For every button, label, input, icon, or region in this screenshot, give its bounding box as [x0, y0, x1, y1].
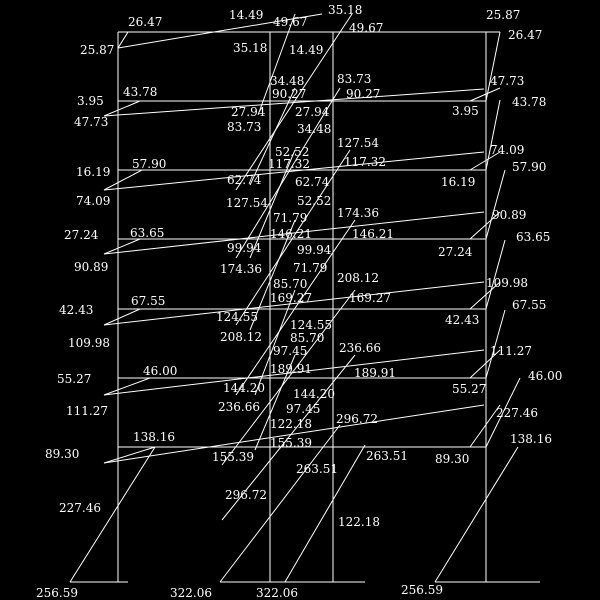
moment-value-label: 34.48: [297, 122, 332, 136]
moment-value-label: 85.70: [273, 277, 308, 291]
moment-value-label: 117.32: [268, 157, 310, 171]
moment-value-label: 111.27: [66, 404, 108, 418]
moment-value-label: 127.54: [226, 196, 268, 210]
moment-value-label: 16.19: [76, 165, 111, 179]
moment-value-label: 83.73: [227, 120, 262, 134]
moment-line: [435, 447, 518, 582]
moment-line: [118, 32, 128, 48]
moment-value-label: 27.94: [295, 105, 330, 119]
moment-value-label: 263.51: [296, 462, 338, 476]
moment-value-label: 256.59: [36, 586, 78, 600]
moment-value-label: 52.52: [275, 145, 310, 159]
moment-value-label: 174.36: [337, 206, 379, 220]
moment-value-label: 127.54: [337, 136, 379, 150]
moment-value-label: 144.20: [223, 381, 265, 395]
moment-value-label: 174.36: [220, 262, 262, 276]
moment-value-label: 189.91: [270, 362, 312, 376]
moment-line: [486, 240, 505, 309]
moment-value-label: 122.18: [270, 417, 312, 431]
moment-value-label: 63.65: [516, 230, 551, 244]
moment-value-label: 296.72: [225, 488, 267, 502]
moment-value-label: 27.24: [438, 245, 473, 259]
moment-value-label: 16.19: [441, 175, 476, 189]
moment-value-label: 35.18: [233, 41, 268, 55]
moment-value-label: 122.18: [338, 515, 380, 529]
moment-value-label: 57.90: [132, 157, 167, 171]
moment-value-label: 90.27: [272, 87, 307, 101]
moment-value-label: 26.47: [508, 28, 543, 42]
moment-value-label: 90.89: [74, 260, 109, 274]
moment-value-label: 55.27: [452, 382, 487, 396]
moment-value-label: 111.27: [490, 344, 532, 358]
moment-value-label: 189.91: [354, 366, 396, 380]
moment-value-label: 42.43: [445, 313, 480, 327]
moment-value-label: 47.73: [74, 115, 109, 129]
moment-value-label: 208.12: [337, 271, 379, 285]
moment-value-label: 55.27: [57, 372, 92, 386]
moment-value-label: 236.66: [339, 341, 381, 355]
moment-value-label: 146.21: [270, 227, 312, 241]
moment-value-label: 208.12: [220, 330, 262, 344]
moment-value-label: 35.18: [328, 3, 363, 17]
moment-value-label: 57.90: [512, 160, 547, 174]
moment-value-label: 52.52: [297, 194, 332, 208]
moment-value-label: 263.51: [366, 449, 408, 463]
moment-value-label: 256.59: [401, 583, 443, 597]
moment-value-label: 90.89: [492, 208, 527, 222]
moment-value-label: 26.47: [128, 15, 163, 29]
moment-value-label: 47.73: [490, 74, 525, 88]
moment-value-label: 109.98: [68, 336, 110, 350]
moment-value-label: 67.55: [131, 294, 166, 308]
moment-value-label: 74.09: [76, 194, 111, 208]
moment-value-label: 144.20: [293, 387, 335, 401]
moment-value-label: 146.21: [352, 227, 394, 241]
moment-value-label: 322.06: [256, 586, 298, 600]
moment-value-label: 155.39: [212, 450, 254, 464]
moment-value-label: 3.95: [452, 104, 479, 118]
moment-value-label: 63.65: [130, 226, 165, 240]
moment-value-label: 62.74: [227, 173, 262, 187]
moment-value-label: 71.79: [273, 211, 308, 225]
moment-value-label: 124.55: [290, 318, 332, 332]
moment-value-label: 62.74: [295, 175, 330, 189]
moment-value-label: 227.46: [496, 406, 538, 420]
moment-value-label: 89.30: [45, 447, 80, 461]
moment-value-label: 27.24: [64, 228, 99, 242]
moment-value-label: 89.30: [435, 452, 470, 466]
moment-value-label: 296.72: [336, 412, 378, 426]
moment-value-label: 67.55: [512, 298, 547, 312]
moment-value-label: 138.16: [510, 432, 552, 446]
moment-value-label: 169.27: [349, 291, 391, 305]
moment-value-label: 138.16: [133, 430, 175, 444]
moment-value-label: 46.00: [143, 364, 178, 378]
moment-value-label: 169.27: [270, 291, 312, 305]
moment-value-label: 99.94: [227, 241, 262, 255]
moment-value-label: 97.45: [273, 344, 308, 358]
moment-value-label: 109.98: [486, 276, 528, 290]
moment-value-label: 34.48: [270, 74, 305, 88]
moment-value-label: 27.94: [231, 105, 266, 119]
moment-value-label: 236.66: [218, 400, 260, 414]
moment-value-label: 46.00: [528, 369, 563, 383]
moment-value-label: 90.27: [346, 87, 381, 101]
moment-value-label: 124.55: [216, 310, 258, 324]
moment-value-label: 227.46: [59, 501, 101, 515]
moment-value-label: 117.32: [344, 155, 386, 169]
moment-value-label: 43.78: [512, 95, 547, 109]
moment-value-label: 14.49: [229, 8, 264, 22]
moment-value-label: 43.78: [123, 85, 158, 99]
moment-value-label: 25.87: [80, 43, 115, 57]
moment-value-label: 42.43: [59, 303, 94, 317]
moment-value-label: 99.94: [297, 243, 332, 257]
moment-value-label: 49.67: [273, 15, 308, 29]
moment-line: [486, 170, 505, 239]
moment-value-label: 25.87: [486, 8, 521, 22]
moment-value-label: 3.95: [77, 94, 104, 108]
moment-value-label: 322.06: [170, 586, 212, 600]
moment-value-label: 14.49: [289, 43, 324, 57]
moment-line: [104, 447, 155, 463]
moment-value-label: 155.39: [270, 436, 312, 450]
moment-value-label: 49.67: [349, 21, 384, 35]
moment-value-label: 83.73: [337, 72, 372, 86]
moment-value-label: 74.09: [490, 143, 525, 157]
moment-value-label: 71.79: [293, 261, 328, 275]
moment-value-label: 97.45: [286, 402, 321, 416]
moment-value-label: 85.70: [290, 331, 325, 345]
